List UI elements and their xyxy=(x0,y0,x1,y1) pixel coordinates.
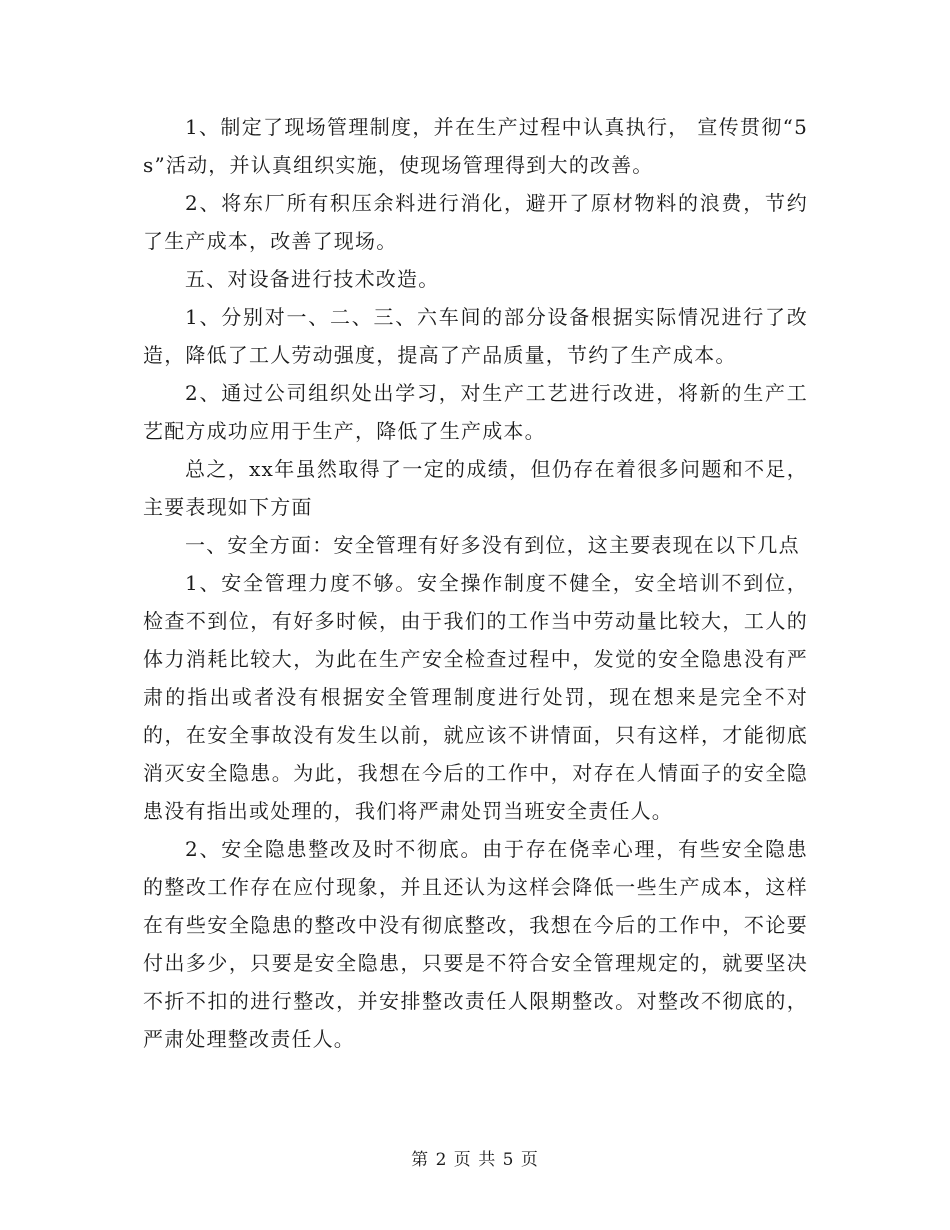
safety-point-2: 2、安全隐患整改及时不彻底。由于存在侥幸心理，有些安全隐患的整改工作存在应付现象，并且还认为这样会降低一些生产成本，这样在有些安全隐患的整改中没有彻底整改，我想在今后的工作中，不论要付出多少，只要是安全隐患，只要是不符合安全管理规定的，就要坚决不折不扣的进行整改，并安排整改责任人限期整改。对整改不彻底的，严肃处理整改责任人。 xyxy=(143,837,808,1051)
paragraph-5: 2、通过公司组织处出学习，对生产工艺进行改进，将新的生产工艺配方成功应用于生产，降低了生产成本。 xyxy=(143,381,808,443)
page-footer xyxy=(0,1145,950,1170)
paragraph-4: 1、分别对一、二、三、六车间的部分设备根据实际情况进行了改造，降低了工人劳动强度，提高了产品质量，节约了生产成本。 xyxy=(143,305,808,367)
summary-paragraph: 总之，xx年虽然取得了一定的成绩，但仍存在着很多问题和不足，主要表现如下方面 xyxy=(143,457,808,519)
safety-heading: 一、安全方面：安全管理有好多没有到位，这主要表现在以下几点 xyxy=(185,533,800,557)
page-number-label: 第 2 页 共 5 页 xyxy=(411,1150,539,1170)
paragraph-2: 2、将东厂所有积压余料进行消化，避开了原材物料的浪费，节约了生产成本，改善了现场。 xyxy=(143,191,808,253)
section-heading-5: 五、对设备进行技术改造。 xyxy=(185,267,440,291)
safety-point-1: 1、安全管理力度不够。安全操作制度不健全，安全培训不到位，检查不到位，有好多时候，由于我们的工作当中劳动量比较大，工人的体力消耗比较大，为此在生产安全检查过程中，发觉的安全隐患没有严肃的指出或者没有根据安全管理制度进行处罚，现在想来是完全不对的，在安全事故没有发生以前，就应该不讲情面，只有这样，才能彻底消灭安全隐患。为此，我想在今后的工作中，对存在人情面子的安全隐患没有指出或处理的，我们将严肃处罚当班安全责任人。 xyxy=(143,571,808,823)
paragraph-1: 1、制定了现场管理制度，并在生产过程中认真执行， 宣传贯彻“5s”活动，并认真组织实施，使现场管理得到大的改善。 xyxy=(143,115,808,177)
document-body xyxy=(143,108,808,1058)
